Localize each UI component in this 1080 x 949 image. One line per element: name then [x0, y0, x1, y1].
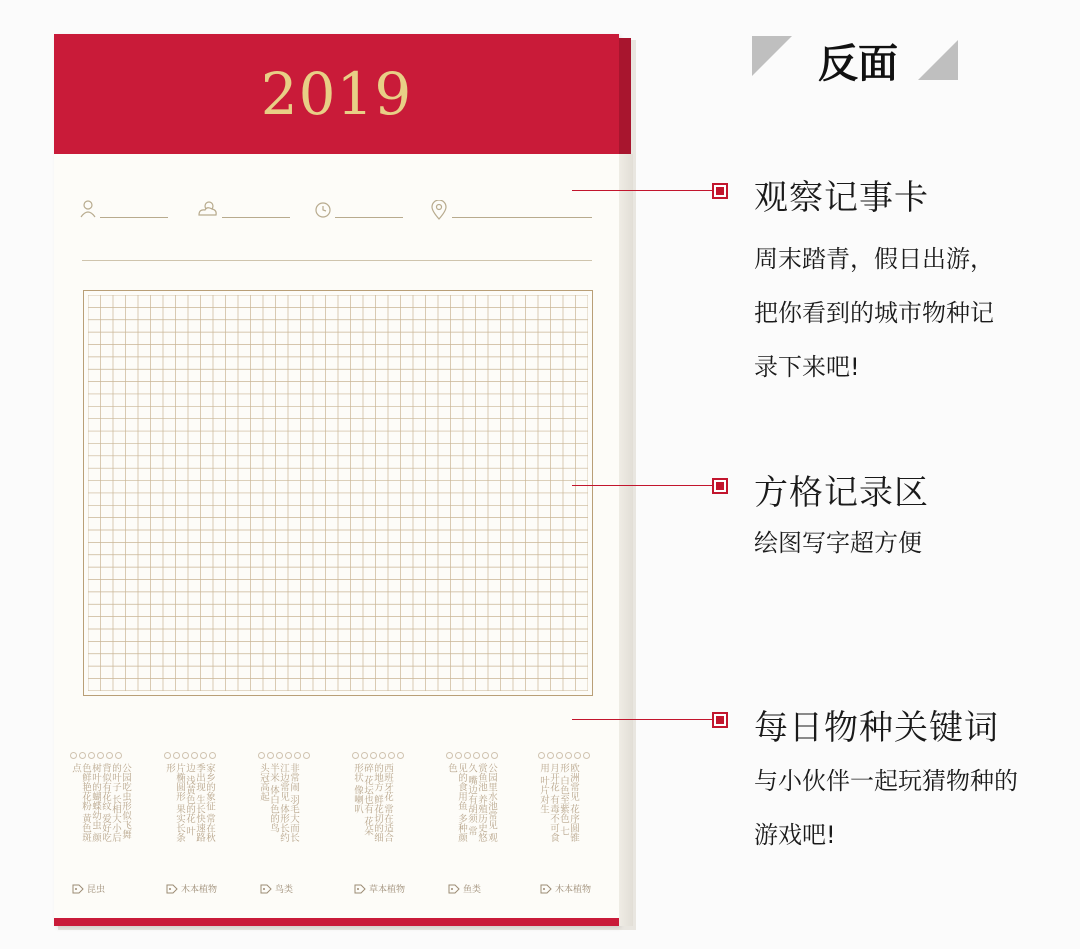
keyword-dot: [115, 752, 122, 759]
weather-icon: [197, 200, 219, 218]
keyword-text: 欧洲常见 花序圆锥形 白色至紫色 七月开花 有毒不可食用 叶片对生: [538, 763, 579, 843]
name-input-line[interactable]: [100, 217, 168, 218]
leader-line-record-card: [572, 190, 712, 191]
marker-grid-area: [712, 478, 728, 494]
pad-page-edges: [619, 154, 633, 926]
keyword-dot: [583, 752, 590, 759]
keyword-dot: [276, 752, 283, 759]
keyword-dots: [352, 752, 404, 759]
body-line: 与小伙伴一起玩猜物种的: [754, 767, 1018, 795]
keyword-column: [70, 752, 130, 843]
keyword-text: 公园吃虫形似飞舞的叶子 长相大小后背似有花纹 爱好吃树叶的蝴蝶幼虫 颜色鲜艳花粉 黄色斑点: [70, 763, 131, 843]
drawing-grid[interactable]: [83, 290, 593, 696]
keyword-tag: [540, 882, 591, 895]
keyword-dot: [285, 752, 292, 759]
keyword-dot: [303, 752, 310, 759]
keyword-text: 公园里水池常见 观赏鱼池 养殖历史悠久 嘴边有胡须 常见的食用鱼 多种颜色: [446, 763, 497, 843]
clock-icon: [314, 200, 332, 218]
keyword-dot: [370, 752, 377, 759]
section-body-grid-area: [754, 516, 922, 570]
keyword-dots: [164, 752, 216, 759]
keyword-dot: [491, 752, 498, 759]
weather-input-line[interactable]: [222, 217, 290, 218]
tag-icon: [354, 884, 366, 894]
keyword-dot: [361, 752, 368, 759]
keyword-tag-label: 木本植物: [181, 885, 218, 895]
keyword-column: [258, 752, 310, 843]
keyword-dot: [182, 752, 189, 759]
page-title: 反面: [818, 41, 898, 87]
section-title-grid-area: 方格记录区: [754, 473, 929, 513]
body-line: 绘图写字超方便: [754, 529, 922, 557]
keyword-dot: [106, 752, 113, 759]
location-input-line[interactable]: [452, 217, 592, 218]
keyword-tag: [260, 882, 293, 895]
tag-icon: [260, 884, 272, 894]
keyword-dot: [267, 752, 274, 759]
keyword-dot: [379, 752, 386, 759]
tag-icon: [540, 884, 552, 894]
keyword-tag: [354, 882, 405, 895]
keyword-dot: [538, 752, 545, 759]
keyword-tag-label: 鸟类: [275, 885, 294, 895]
marker-keywords: [712, 712, 728, 728]
keyword-dot: [473, 752, 480, 759]
keyword-dot: [97, 752, 104, 759]
body-line: 周末踏青，假日出游，: [754, 245, 994, 273]
title-left-triangle: [752, 36, 792, 76]
marker-record-card: [712, 183, 728, 199]
keyword-dot: [565, 752, 572, 759]
keyword-column: [446, 752, 498, 843]
keyword-column: [164, 752, 216, 843]
note-divider: [82, 260, 592, 261]
pad-bottom-edge: [54, 918, 619, 926]
keyword-dot: [258, 752, 265, 759]
tag-icon: [448, 884, 460, 894]
person-icon: [80, 200, 96, 218]
keyword-dot: [388, 752, 395, 759]
tag-icon: [166, 884, 178, 894]
keyword-dot: [352, 752, 359, 759]
keyword-dot: [294, 752, 301, 759]
keyword-dot: [397, 752, 404, 759]
body-line: 游戏吧!: [754, 821, 836, 849]
body-line: 录下来吧!: [754, 353, 860, 381]
time-input-line[interactable]: [335, 217, 403, 218]
keyword-dot: [88, 752, 95, 759]
section-body-keywords: [754, 754, 1018, 862]
section-title-keywords: 每日物种关键词: [754, 708, 999, 748]
keyword-dot: [455, 752, 462, 759]
keyword-tag-label: 木本植物: [555, 885, 592, 895]
title-right-triangle: [918, 40, 958, 80]
keyword-dot: [482, 752, 489, 759]
keyword-column: [352, 752, 404, 843]
section-body-record-card: [754, 232, 994, 394]
keyword-dot: [164, 752, 171, 759]
keyword-text: 非常闹 羽毛大而长 江边常见 体形长约半米 体白色的鸟 头冠高起: [258, 763, 299, 843]
keyword-tag: [166, 882, 217, 895]
keyword-dot: [547, 752, 554, 759]
keyword-dots: [258, 752, 310, 759]
keyword-text: 家乡的象征 常在秋季出现 生长快速路边 浅黄色的花 叶片椭圆形 果实长条形: [164, 763, 215, 843]
keyword-dots: [538, 752, 590, 759]
keyword-tag-label: 昆虫: [87, 885, 106, 895]
keyword-tag-label: 鱼类: [463, 885, 482, 895]
keyword-tag: [72, 882, 105, 895]
leader-line-grid-area: [572, 485, 712, 486]
header-side-edge: [619, 38, 631, 154]
body-line: 把你看到的城市物种记: [754, 299, 994, 327]
tag-icon: [72, 884, 84, 894]
calendar-header: [54, 34, 619, 154]
calendar-pad: [54, 34, 619, 926]
keyword-tag: [448, 882, 481, 895]
keyword-dot: [70, 752, 77, 759]
keyword-column: [538, 752, 590, 843]
keyword-dot: [446, 752, 453, 759]
keyword-text: 西班牙花 常在适合的地方 鲜花切的细碎 花坛也有 花朵形状 像喇叭: [352, 763, 393, 843]
keyword-dot: [464, 752, 471, 759]
keyword-dots: [70, 752, 130, 759]
keyword-dot: [200, 752, 207, 759]
section-title-record-card: 观察记事卡: [754, 178, 929, 218]
keyword-dot: [556, 752, 563, 759]
keyword-dot: [173, 752, 180, 759]
keyword-dot: [209, 752, 216, 759]
keyword-dot: [191, 752, 198, 759]
leader-line-keywords: [572, 719, 712, 720]
calendar-year: 2019: [260, 60, 413, 128]
keyword-dot: [79, 752, 86, 759]
keyword-dot: [574, 752, 581, 759]
keyword-tag-label: 草本植物: [369, 885, 406, 895]
grid-lines: [88, 295, 588, 691]
location-pin-icon: [431, 200, 447, 220]
keyword-dots: [446, 752, 498, 759]
